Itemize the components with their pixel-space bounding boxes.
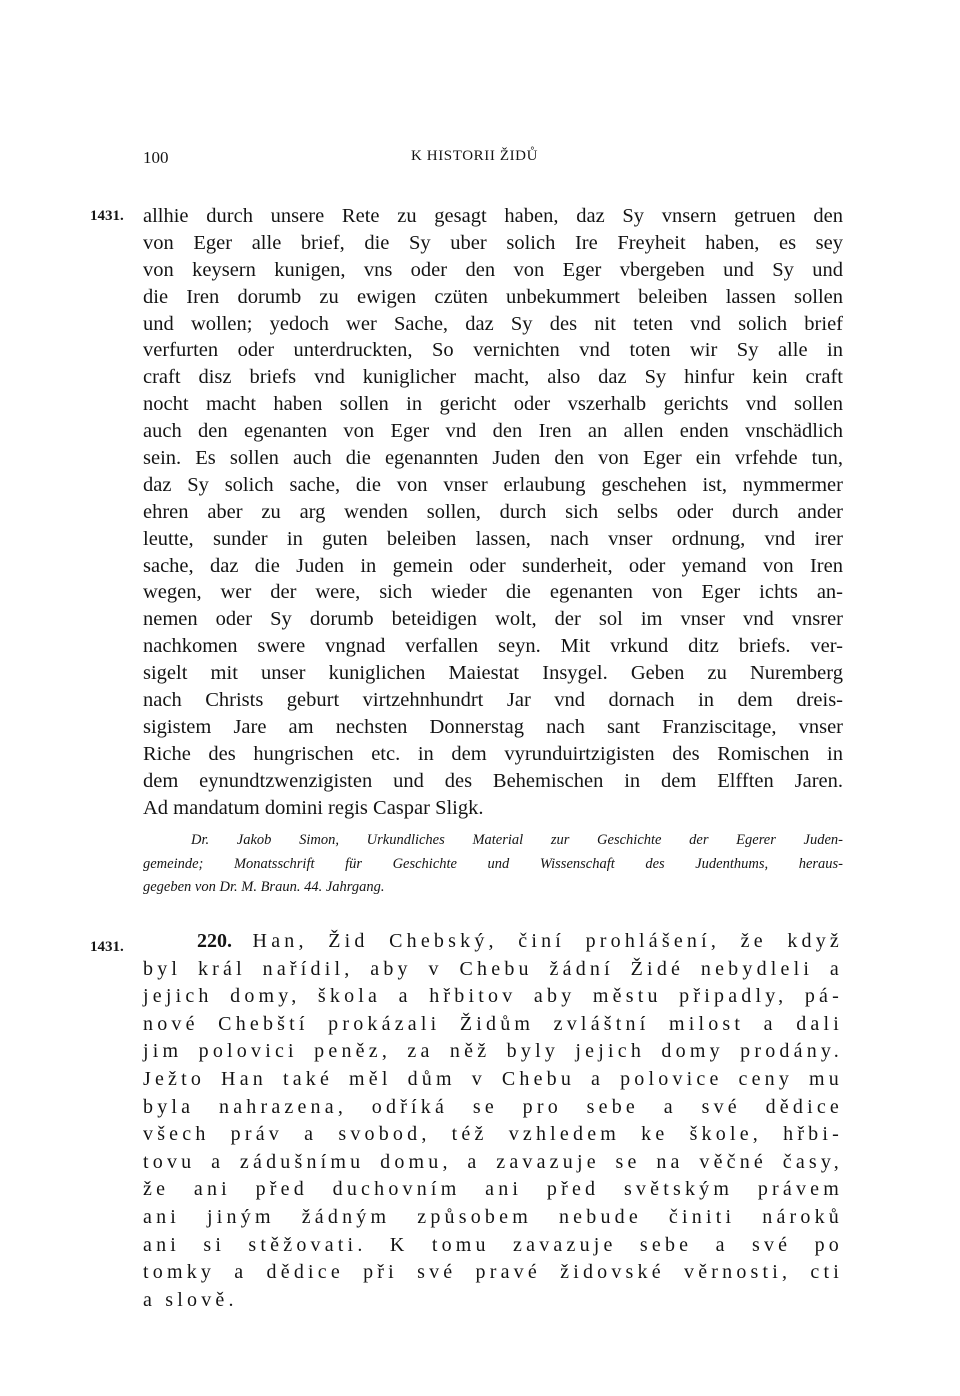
page-number: 100 xyxy=(143,148,169,167)
citation-line: gemeinde; Monatsschrift für Geschichte und Wissenschaft des Judenthums, heraus- xyxy=(143,855,843,872)
text-line: sache, daz die Juden in gemein oder sunderheit, oder yemand von Iren xyxy=(143,554,843,577)
text-line: všech práv a svobod, též vzhledem ke škole, hřbi- xyxy=(143,1123,843,1146)
text-line: verfurten oder unterdruckten, So vernichten vnd toten wir Sy alle in xyxy=(143,339,843,362)
text-line: nové Chebští prokázali Židům zvláštní milost a dali xyxy=(143,1012,843,1035)
text-line: allhie durch unsere Rete zu gesagt haben, daz Sy vnsern getruen den xyxy=(143,205,843,227)
text-line: Ježto Han také měl dům v Chebu a polovice ceny mu xyxy=(143,1067,843,1090)
text-line: sein. Es sollen auch die egenannten Juden den von Eger ein vrfehde tun, xyxy=(143,447,843,470)
german-document-text xyxy=(143,203,843,821)
margin-year: 1431. xyxy=(90,208,124,224)
text-line: craft disz briefs vnd kuniglicher macht, also daz Sy hinfur kein craft xyxy=(143,366,843,389)
text-line: wegen, wer der were, sich wieder die egenanten von Eger ichts an- xyxy=(143,581,843,604)
text-line: ani jiným žádným způsobem nebude činiti nároků xyxy=(143,1205,843,1228)
text-line: und wollen; yedoch wer Sache, daz Sy des nit teten vnd solich brief xyxy=(143,312,843,335)
margin-year: 1431. xyxy=(90,939,124,955)
source-citation xyxy=(143,829,843,900)
text-line: Ad mandatum domini regis Caspar Sligk. xyxy=(143,796,484,819)
text-line: die Iren dorumb zu ewigen czüten unbekummert beleiben lassen sollen xyxy=(143,285,843,308)
regest-opening: Han, Žid Chebský, činí prohlášení, že když xyxy=(252,930,843,952)
text-line: nocht macht haben sollen in gericht oder vszerhalb gerichts vnd sollen xyxy=(143,393,843,416)
text-line: a slově. xyxy=(143,1288,238,1311)
text-line: ehren aber zu arg wenden sollen, durch sich selbs oder durch ander xyxy=(143,500,843,523)
text-line: daz Sy solich sache, die von vnser erlaubung geschehen ist, nymmermer xyxy=(143,473,843,496)
running-title: K HISTORII ŽIDŮ xyxy=(411,148,539,164)
document-number: 220. xyxy=(197,930,232,952)
text-line: nach Christs geburt virtzehnhundrt Jar vnd dornach in dem dreis- xyxy=(143,689,843,712)
text-line: tomky a dědice při své pravé židovské věrnosti, cti xyxy=(143,1261,843,1284)
text-line: sigelt mit unser kuniglichen Maiestat Insygel. Geben zu Nuremberg xyxy=(143,662,843,685)
text-line: jim polovici peněz, za něž byly jejich domy prodány. xyxy=(143,1040,843,1063)
running-header xyxy=(143,148,843,172)
text-line: Riche des hungrischen etc. in dem vyrunduirtzigisten des Romischen in xyxy=(143,742,843,765)
text-line: leutte, sunder in guten beleiben lassen, nach vnser ordnung, vnd irer xyxy=(143,527,843,550)
text-line: ani si stěžovati. K tomu zavazuje sebe a své po xyxy=(143,1233,843,1256)
text-line: auch den egenanten von Eger vnd den Iren an allen enden vnschädlich xyxy=(143,420,843,443)
text-line: byla nahrazena, odříká se pro sebe a své dědice xyxy=(143,1095,843,1118)
text-line: nachkomen swere vngnad verfallen seyn. Mit vrkund ditz briefs. ver- xyxy=(143,635,843,658)
text-line: dem eynundtzwenzigisten und des Behemischen in dem Elfften Jaren. xyxy=(143,769,843,792)
text-line: tovu a zádušnímu domu, a zavazuje se na věčné časy, xyxy=(143,1150,843,1173)
text-line: byl král nařídil, aby v Chebu žádní Židé nebydleli a xyxy=(143,957,843,980)
text-line xyxy=(143,928,843,956)
text-line: jejich domy, škola a hřbitov aby městu připadly, pá- xyxy=(143,985,843,1008)
citation-line: gegeben von Dr. M. Braun. 44. Jahrgang. xyxy=(143,879,385,895)
text-line: sigistem Jare am nechsten Donnerstag nach sant Franziscitage, vnser xyxy=(143,715,843,738)
text-line: nemen oder Sy dorumb beteidigen wolt, der sol im vnser vnd vnsrer xyxy=(143,608,843,631)
citation-line: Dr. Jakob Simon, Urkundliches Material zur Geschichte der Egerer Juden- xyxy=(191,832,843,848)
czech-regest-text xyxy=(143,928,843,1314)
text-line: von keysern kunigen, vns oder den von Eger vbergeben und Sy und xyxy=(143,258,843,281)
text-line: že ani před duchovním ani před světským právem xyxy=(143,1178,843,1201)
text-line: von Eger alle brief, die Sy uber solich Ire Freyheit haben, es sey xyxy=(143,231,843,254)
